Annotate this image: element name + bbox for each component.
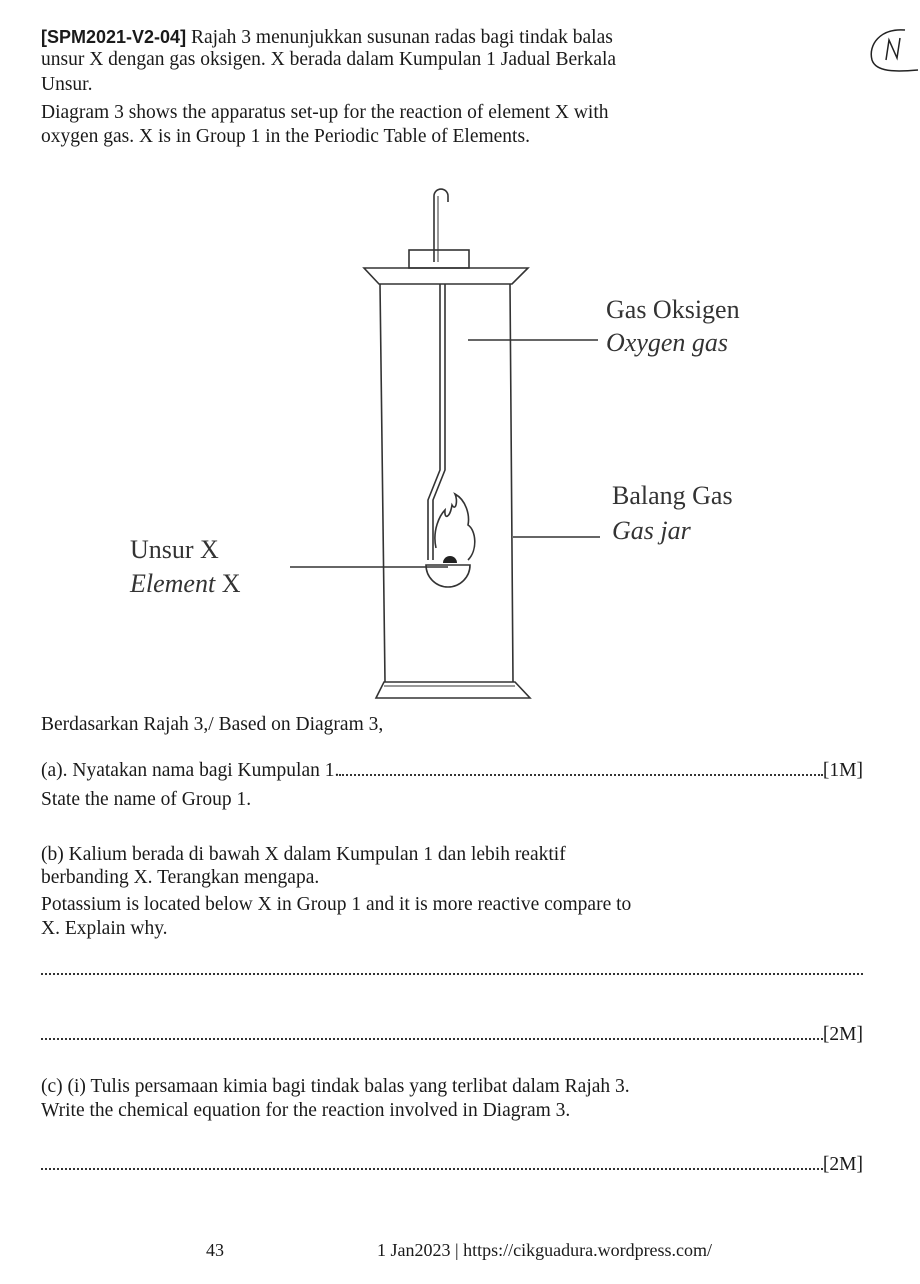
- flame-icon: [435, 494, 475, 560]
- combustion-spoon: [426, 565, 470, 587]
- jar-top-flange: [364, 268, 528, 284]
- part-b-answer-line: [2M]: [41, 1023, 863, 1047]
- label-jar-en: Gas jar: [612, 516, 691, 545]
- answer-blank-c[interactable]: [41, 1168, 823, 1170]
- question-code: [SPM2021-V2-04]: [41, 27, 187, 47]
- part-c-answer-line: [2M]: [41, 1153, 863, 1177]
- intro-line-3: Unsur.: [41, 74, 93, 95]
- part-c-en: Write the chemical equation for the reaction involved in Diagram 3.: [41, 1100, 571, 1121]
- part-b-en-2: X. Explain why.: [41, 918, 168, 939]
- part-c-ms: (c) (i) Tulis persamaan kimia bagi tindak balas yang terlibat dalam Rajah 3.: [41, 1076, 630, 1097]
- intro-line-2: unsur X dengan gas oksigen. X berada dalam Kumpulan 1 Jadual Berkala: [41, 49, 617, 70]
- combustion-spoon-rod: [434, 189, 448, 262]
- label-oxygen-ms: Gas Oksigen: [606, 295, 740, 324]
- footer-date-url: 1 Jan2023 | https://cikguadura.wordpress.com/: [377, 1240, 713, 1260]
- jar-lid-knob: [409, 250, 469, 268]
- page-number: 43: [206, 1240, 224, 1260]
- part-b-en-1: Potassium is located below X in Group 1 and it is more reactive compare to: [41, 894, 632, 915]
- label-element-en: Element X: [130, 569, 241, 598]
- answer-blank-a[interactable]: [339, 774, 823, 776]
- part-a-en: State the name of Group 1.: [41, 789, 252, 810]
- label-oxygen-en: Oxygen gas: [606, 328, 729, 357]
- answer-blank-b-1[interactable]: [41, 973, 863, 980]
- part-b-ms-1: (b) Kalium berada di bawah X dalam Kumpulan 1 dan lebih reaktif: [41, 844, 566, 865]
- based-on: Berdasarkan Rajah 3,/ Based on Diagram 3,: [41, 714, 384, 735]
- part-a-line: (a). Nyatakan nama bagi Kumpulan 1. [1M]: [41, 760, 863, 781]
- gas-jar: [380, 284, 513, 682]
- jar-bottom-flange: [376, 682, 530, 698]
- label-jar-ms: Balang Gas: [612, 481, 733, 510]
- intro-en-line-2: oxygen gas. X is in Group 1 in the Periodic Table of Elements.: [41, 126, 530, 147]
- label-element-ms: Unsur X: [130, 535, 219, 564]
- intro-en-line-1: Diagram 3 shows the apparatus set-up for the reaction of element X with: [41, 102, 609, 123]
- answer-blank-b-2[interactable]: [41, 1038, 823, 1040]
- part-b-ms-2: berbanding X. Terangkan mengapa.: [41, 867, 320, 888]
- intro-line-1: [SPM2021-V2-04] Rajah 3 menunjukkan susunan radas bagi tindak balas: [41, 27, 613, 48]
